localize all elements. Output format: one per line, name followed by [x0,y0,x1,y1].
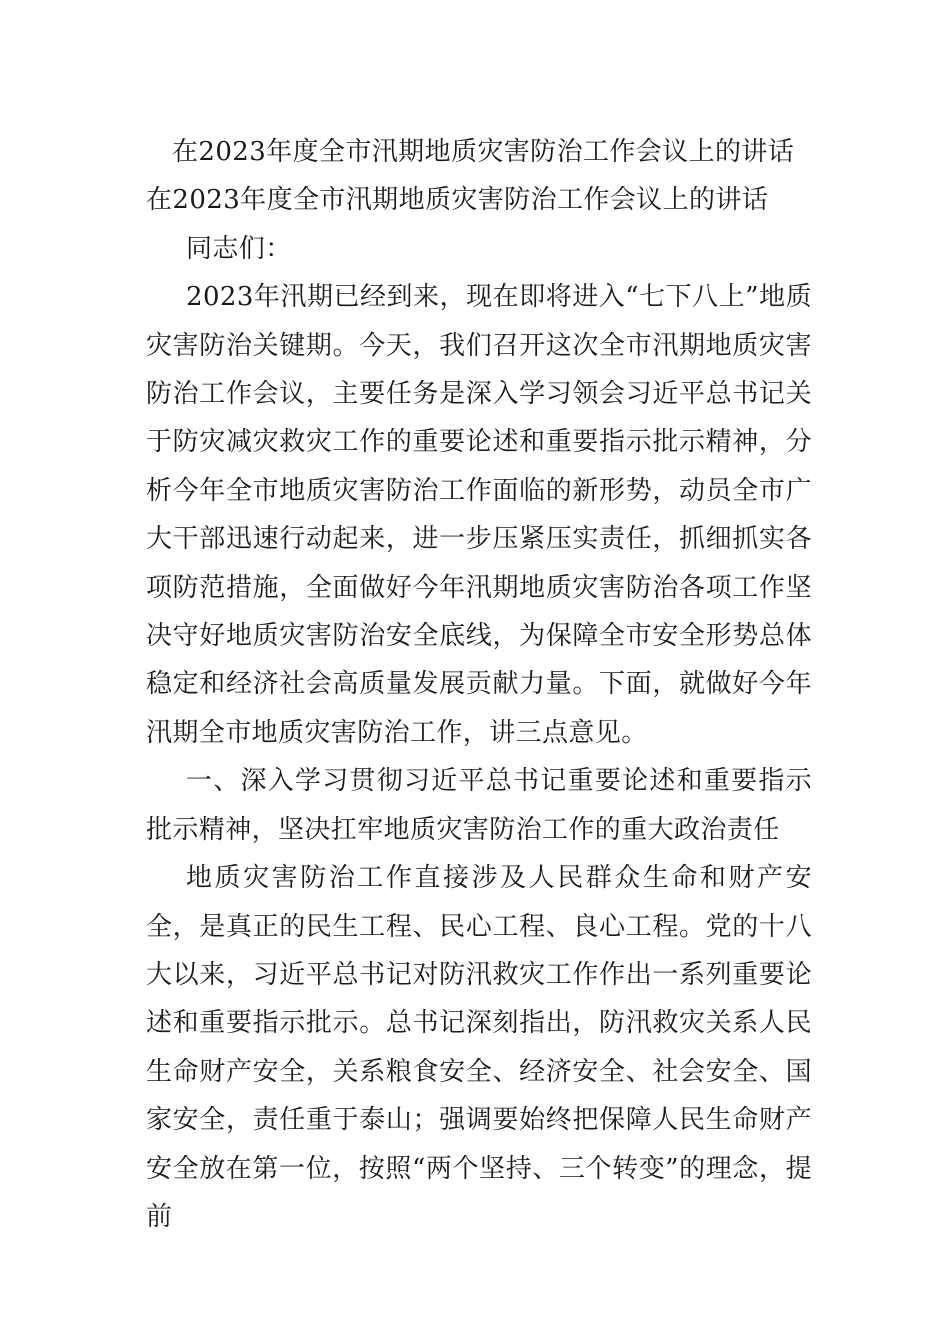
document-title-line-2: 在2023年度全市汛期地质灾害防治工作会议上的讲话 [146,185,769,216]
document-title-line-1: 在2023年度全市汛期地质灾害防治工作会议上的讲话 [172,137,795,167]
document-body [146,128,812,1241]
section-heading-1: 一、深入学习贯彻习近平总书记重要论述和重要指示批示精神，坚决扛牢地质灾害防治工作的重大政治责任 [146,766,812,845]
paragraph-section-1: 地质灾害防治工作直接涉及人民群众生命和财产安全，是真正的民生工程、民心工程、良心工程。党的十八大以来，习近平总书记对防汛救灾工作作出一系列重要论述和重要指示批示。总书记深刻指出，防汛救灾关系人民生命财产安全，关系粮食安全、经济安全、社会安全、国家安全，责任重于泰山；强调要始终把保障人民生命财产安全放在第一位，按照“两个坚持、三个转变”的理念，提前 [146,863,812,1232]
salutation: 同志们： [186,233,292,264]
paragraph-intro: 2023年汛期已经到来，现在即将进入“七下八上”地质灾害防治关键期。今天，我们召开这次全市汛期地质灾害防治工作会议，主要任务是深入学习领会习近平总书记关于防灾减灾救灾工作的重要论述和重要指示批示精神，分析今年全市地质灾害防治工作面临的新形势，动员全市广大干部迅速行动起来，进一步压紧压实责任，抓细抓实各项防范措施，全面做好今年汛期地质灾害防治各项工作坚决守好地质灾害防治安全底线，为保障全市安全形势总体稳定和经济社会高质量发展贡献力量。下面，就做好今年汛期全市地质灾害防治工作，讲三点意见。 [146,282,812,748]
